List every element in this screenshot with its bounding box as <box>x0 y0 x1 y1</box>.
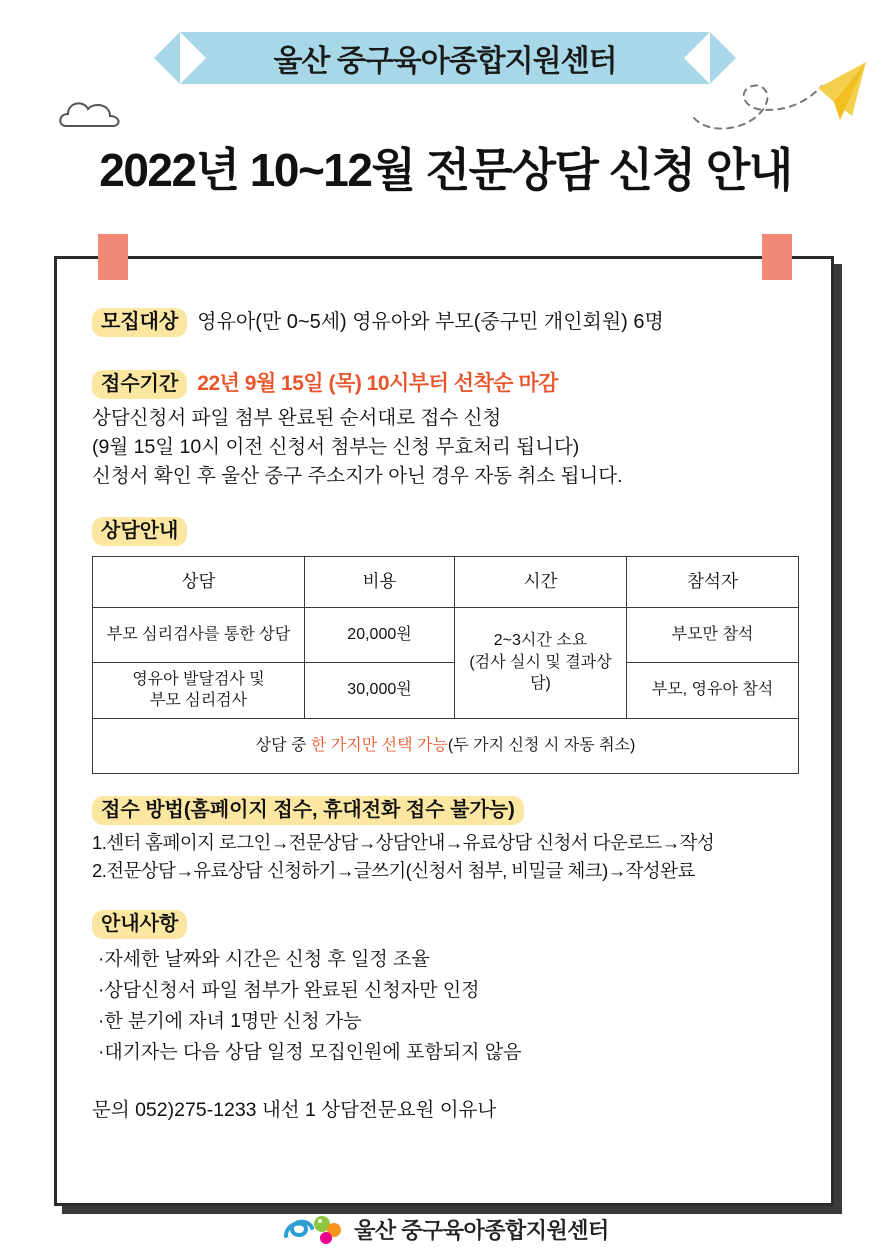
cell-time-text: 2~3시간 소요 (검사 실시 및 결과상담) <box>469 632 612 693</box>
recruit-label: 모집대상 <box>92 308 187 337</box>
period-line: 상담신청서 파일 첨부 완료된 순서대로 접수 신청 <box>92 407 502 429</box>
tape-left <box>98 234 128 280</box>
period-label: 접수기간 <box>92 370 187 399</box>
banner-label: 울산 중구육아종합지원센터 <box>273 45 617 78</box>
table-row <box>93 607 799 662</box>
period-detail-lines <box>92 404 800 491</box>
notice-line: ·자세한 날짜와 시간은 신청 후 일정 조율 <box>98 949 430 971</box>
table-header-row <box>93 556 799 607</box>
banner-tail-left <box>154 32 180 84</box>
consult-label: 상담안내 <box>92 517 187 546</box>
note-pre: 상담 중 <box>255 736 311 754</box>
center-logo-icon <box>282 1210 344 1248</box>
banner-notch-left <box>180 32 206 84</box>
table-note-row <box>93 718 799 773</box>
recruit-text: 영유아(만 0~5세) 영유아와 부모(중구민 개인회원) 6명 <box>197 311 664 333</box>
table-header-cell: 상담 <box>93 556 305 607</box>
table-header-cell: 참석자 <box>627 556 799 607</box>
cell-cost: 30,000원 <box>305 662 455 718</box>
cell-attendee: 부모만 참석 <box>627 607 799 662</box>
apply-line: 1.센터 홈페이지 로그인→전문상담→상담안내→유료상담 신청서 다운로드→작성 <box>92 831 715 853</box>
notice-line: ·한 분기에 자녀 1명만 신청 가능 <box>98 1010 362 1032</box>
notice-line: ·대기자는 다음 상담 일정 모집인원에 포함되지 않음 <box>98 1041 522 1063</box>
notice-line: ·상담신청서 파일 첨부가 완료된 신청자만 인정 <box>98 980 480 1002</box>
cell-time <box>455 607 627 718</box>
cell-cost: 20,000원 <box>305 607 455 662</box>
tape-right <box>762 234 792 280</box>
table-header-cell: 비용 <box>305 556 455 607</box>
section-notice <box>92 910 800 1068</box>
period-line: (9월 15일 10시 이전 신청서 첨부는 신청 무효처리 됩니다) <box>92 435 580 458</box>
consult-table <box>92 556 799 774</box>
apply-line: 2.전문상담→유료상담 신청하기→글쓰기(신청서 첨부, 비밀글 체크)→작성완료 <box>92 859 695 881</box>
cell-attendee: 부모, 영유아 참석 <box>627 662 799 718</box>
note-emphasis: 한 가지만 선택 가능 <box>310 736 448 754</box>
notice-label: 안내사항 <box>92 910 187 939</box>
section-period <box>92 367 800 491</box>
table-header-cell: 시간 <box>455 556 627 607</box>
cell-note <box>93 718 799 773</box>
table-row <box>93 662 799 718</box>
period-line: 신청서 확인 후 울산 중구 주소지가 아닌 경우 자동 취소 됩니다. <box>92 464 623 487</box>
cell-consult-type-text: 영유아 발달검사 및 부모 심리검사 <box>132 670 265 710</box>
cloud-doodle-icon <box>56 92 132 134</box>
footer <box>0 1206 891 1252</box>
footer-org-name: 울산 중구육아종합지원센터 <box>354 1217 609 1243</box>
poster-content <box>76 282 816 1182</box>
contact-line: 문의 052)275-1233 내선 1 상담전문요원 이유나 <box>92 1099 497 1122</box>
notice-lines <box>92 945 800 1068</box>
cell-consult-type: 부모 심리검사를 통한 상담 <box>93 607 305 662</box>
period-highlight: 22년 9월 15일 (목) 10시부터 선착순 마감 <box>197 372 558 395</box>
section-consult <box>92 517 800 774</box>
page-title: 2022년 10~12월 전문상담 신청 안내 <box>99 144 792 196</box>
note-post: (두 가지 신청 시 자동 취소) <box>447 736 636 754</box>
banner-body <box>180 32 710 84</box>
apply-label: 접수 방법(홈페이지 접수, 휴대전화 접수 불가능) <box>92 796 524 825</box>
section-apply <box>92 796 800 885</box>
apply-lines <box>92 829 800 885</box>
section-recruit <box>92 308 800 337</box>
cell-consult-type <box>93 662 305 718</box>
